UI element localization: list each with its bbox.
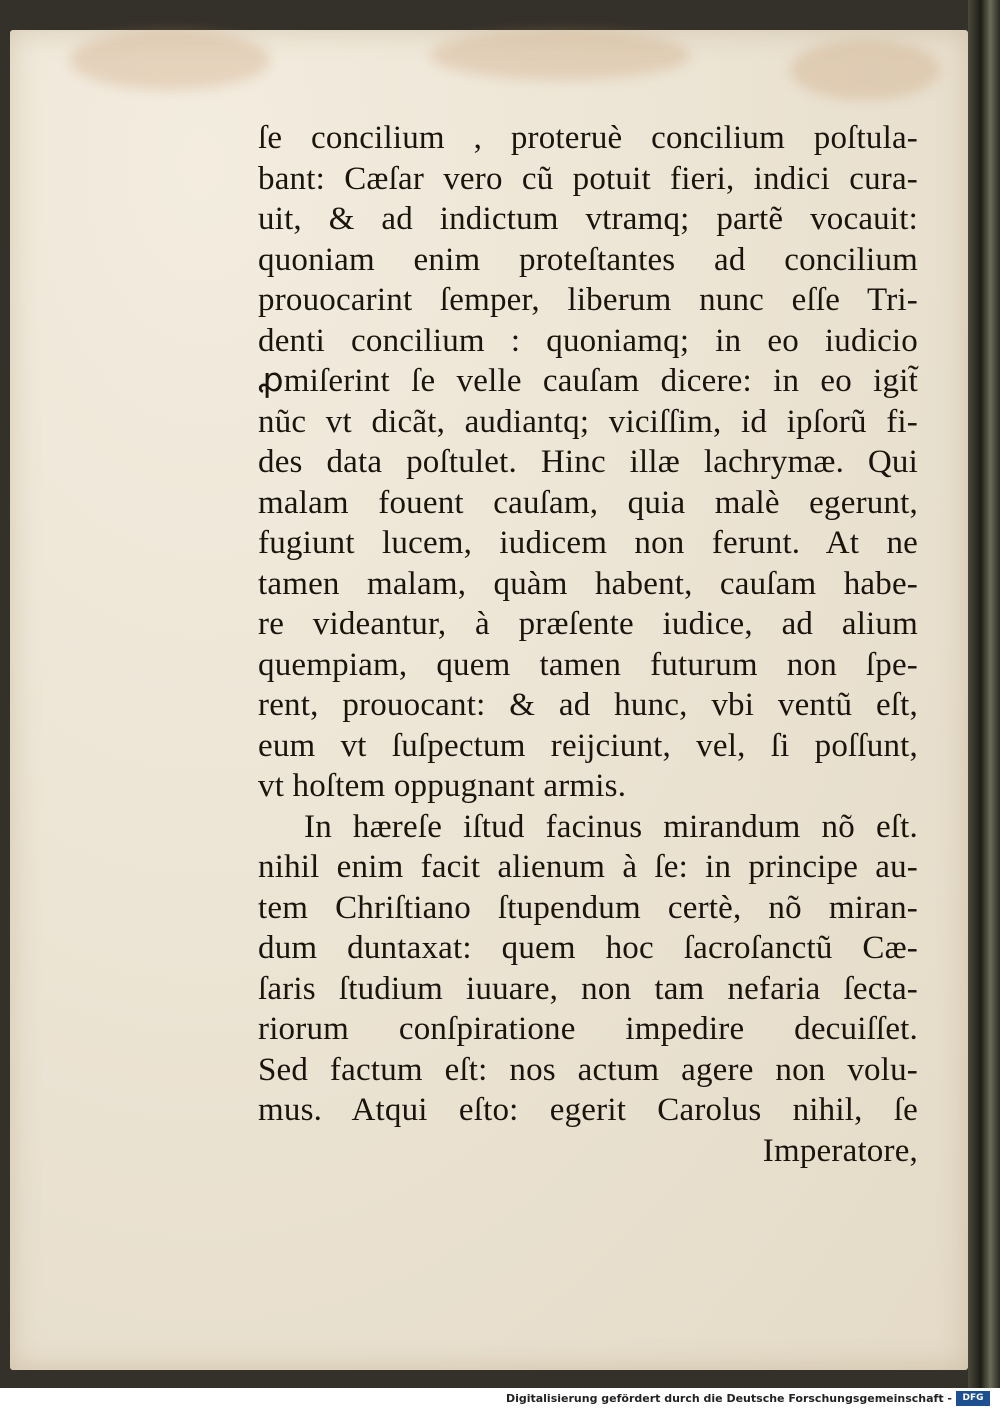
paragraph-start-line: In hæreſe iſtud facinus mirandum nõ eſt. [304, 808, 918, 845]
text-line: nihil enim facit alienum à ſe: in principe au- [258, 849, 918, 885]
text-line: tem Chriſtiano ſtupendum certè, nõ miran- [258, 889, 918, 926]
paper-stain [70, 30, 270, 90]
text-line: Sed factum eſt: nos actum agere non volu- [258, 1051, 918, 1088]
text-line: ſe concilium , proteruè concilium poſtula- [258, 120, 918, 156]
catchword: Imperatore, [762, 1132, 918, 1169]
page-text [258, 118, 918, 1171]
footer-bar [0, 1388, 1000, 1411]
text-line: ꝓmiſerint ſe velle cauſam dicere: in eo igit̃ [258, 363, 918, 399]
text-line: malam fouent cauſam, quia malè egerunt, [258, 484, 918, 521]
book-spine-edge [968, 0, 1000, 1388]
paper-stain [790, 40, 940, 100]
text-line: ſaris ſtudium iuuare, non tam nefaria ſecta- [258, 970, 918, 1007]
text-line: prouocarint ſemper, liberum nunc eſſe Tri- [258, 282, 918, 318]
text-line: eum vt ſuſpectum reijciunt, vel, ſi poſſunt, [258, 727, 918, 764]
text-line: rent, prouocant: & ad hunc, vbi ventũ eſt, [258, 687, 918, 723]
text-line: quempiam, quem tamen futurum non ſpe- [258, 646, 918, 683]
text-line: mus. Atqui eſto: egerit Carolus nihil, ſe [258, 1092, 918, 1128]
text-line: uit, & ad indictum vtramq; partẽ vocauit: [258, 201, 918, 237]
text-line: re videantur, à præſente iudice, ad alium [258, 606, 918, 642]
text-line: fugiunt lucem, iudicem non ferunt. At ne [258, 525, 918, 561]
paper-stain [430, 30, 690, 80]
text-line: quoniam enim proteſtantes ad concilium [258, 241, 918, 278]
funding-notice: Digitalisierung gefördert durch die Deutsche Forschungsgemeinschaft - [505, 1392, 952, 1405]
text-line: bant: Cæſar vero cũ potuit fieri, indici cura- [258, 160, 918, 197]
text-line: riorum conſpiratione impedire decuiſſet. [258, 1011, 918, 1047]
text-line: nũc vt dicãt, audiantq; viciſſim, id ipſorũ fi- [258, 403, 918, 440]
text-line: tamen malam, quàm habent, cauſam habe- [258, 565, 918, 602]
text-line: denti concilium : quoniamq; in eo iudicio [258, 322, 918, 359]
text-line: vt hoſtem oppugnant armis. [258, 768, 627, 804]
dfg-logo: DFG [956, 1391, 990, 1406]
text-line: des data poſtulet. Hinc illæ lachrymæ. Qui [258, 444, 918, 480]
text-line: dum duntaxat: quem hoc ſacroſanctũ Cæ- [258, 930, 918, 966]
